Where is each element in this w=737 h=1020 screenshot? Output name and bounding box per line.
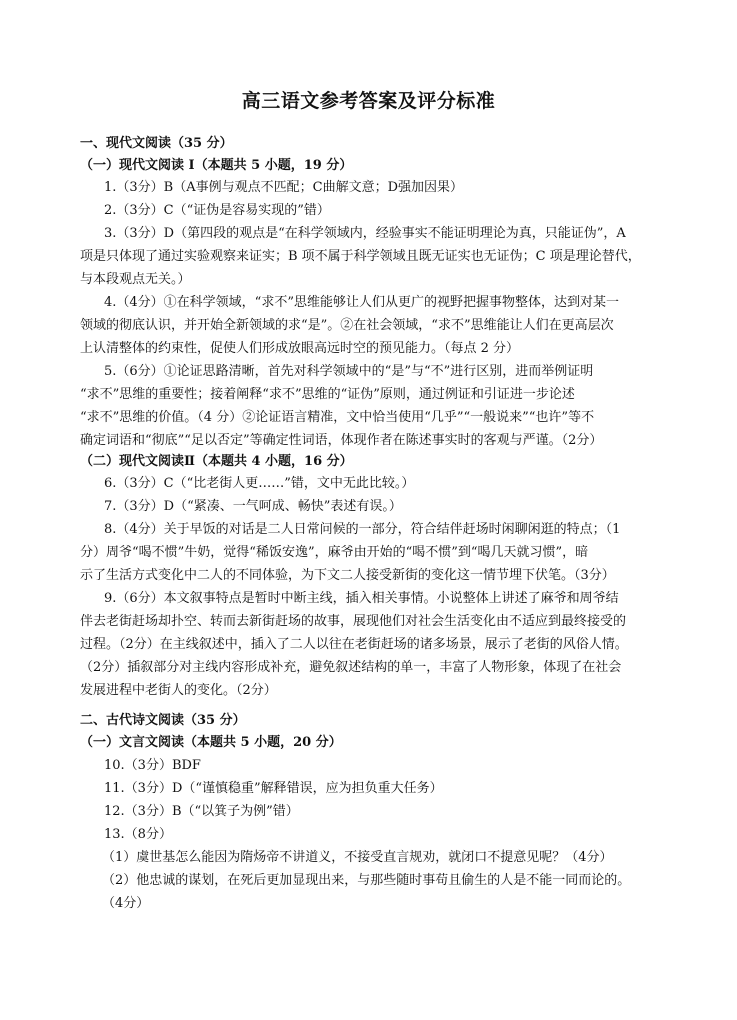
answer-line: 5.（6分）①论证思路清晰，首先对科学领域中的“是”与“不”进行区别，进而举例证明 [104,364,594,379]
answer-line: 3.（3分）D（第四段的观点是“在科学领域内，经验事实不能证明理论为真，只能证伪”，A [104,226,626,241]
answer-line: 9.（6分）本文叙事特点是暂时中断主线，插入相关事情。小说整体上讲述了麻爷和周爷结 [104,591,619,606]
answer-line: “求不”思维的重要性；接着阐释“求不”思维的“证伪”原则，通过例证和引证进一步论述 [80,387,575,402]
answer-line: “求不”思维的价值。（4 分）②论证语言精准，文中恰当使用“几乎”“一般说来”“也许”等不 [80,410,595,425]
answer-line: 过程。（2分）在主线叙述中，插入了二人以往在老街赶场的诸多场景，展示了老街的风俗人情。 [80,637,628,652]
answer-line: 8.（4分）关于早饭的对话是二人日常问候的一部分，符合结伴赶场时闲聊闲逛的特点；（1 [104,522,621,537]
answer-line: （2）他忠诚的谋划，在死后更加显现出来，与那些随时事苟且偷生的人是不能一同而论的。 [102,873,631,888]
answer-line: 7.（3分）D（“紧凑、一气呵成、畅快”表述有误。） [104,499,402,514]
answer-line: （1）虞世基怎么能因为隋炀帝不讲道义，不接受直言规劝，就闭口不提意见呢？（4分） [102,850,613,865]
section-heading-classical-reading: 二、古代诗文阅读（35 分） [80,713,246,728]
answer-line: 发展进程中老街人的变化。（2分） [80,683,277,698]
answer-line: 2.（3分）C（“证伪是容易实现的”错） [104,203,330,218]
subsection-heading-modern-reading-2: （二）现代文阅读Ⅱ（本题共 4 小题，16 分） [80,454,353,469]
answer-line: 与本段观点无关。） [80,272,191,287]
answer-line: 6.（3分）C（“比老街人更……”错，文中无此比较。） [104,476,415,491]
answer-line: 13.（8分） [104,827,172,842]
subsection-heading-modern-reading-1: （一）现代文阅读 I（本题共 5 小题，19 分） [80,158,353,173]
answer-line: 确定词语和“彻底”“足以否定”等确定性词语，体现作者在陈述事实时的客观与严谨。（2分） [80,433,603,448]
answer-line: 11.（3分）D（“谨慎稳重”解释错误，应为担负重大任务） [104,781,443,796]
answer-line: 示了生活方式变化中二人的不同体验，为下文二人接受新街的变化这一情节埋下伏笔。（3分） [80,568,615,583]
answer-line: 分）周爷“喝不惯”牛奶，觉得“稀饭安逸”，麻爷由开始的“喝不惯”到“喝几天就习惯”，暗 [80,545,589,560]
answer-line: 12.（3分）B（“以箕子为例”错） [104,804,299,819]
answer-line: 上认清整体的约束性，促使人们形成放眼高远时空的预见能力。（每点 2 分） [80,341,520,356]
answer-line: 1.（3分）B（A事例与观点不匹配；C曲解文意；D强加因果） [104,180,463,195]
answer-line: 10.（3分）BDF [104,758,201,773]
section-heading-modern-reading: 一、现代文阅读（35 分） [80,136,233,151]
answer-line: 4.（4分）①在科学领域，“求不”思维能够让人们从更广的视野把握事物整体，达到对某一 [104,295,619,310]
answer-line: 项是只体现了通过实验观察来证实；B 项不属于科学领域且既无证实也无证伪；C 项是理论替代， [80,249,641,264]
answer-line: 领域的彻底认识，并开始全新领域的求“是”。②在社会领域，“求不”思维能让人们在更高层次 [80,318,614,333]
answer-line: （4分） [102,896,150,911]
answer-line: 伴去老街赶场却扑空、转而去新街赶场的故事，展现他们对社会生活变化由不适应到最终接受的 [80,614,627,629]
page-title: 高三语文参考答案及评分标准 [241,90,496,112]
answer-line: （2分）插叙部分对主线内容形成补充，避免叙述结构的单一，丰富了人物形象，体现了在社会 [80,660,622,675]
subsection-heading-classical-prose: （一）文言文阅读（本题共 5 小题，20 分） [80,735,342,750]
